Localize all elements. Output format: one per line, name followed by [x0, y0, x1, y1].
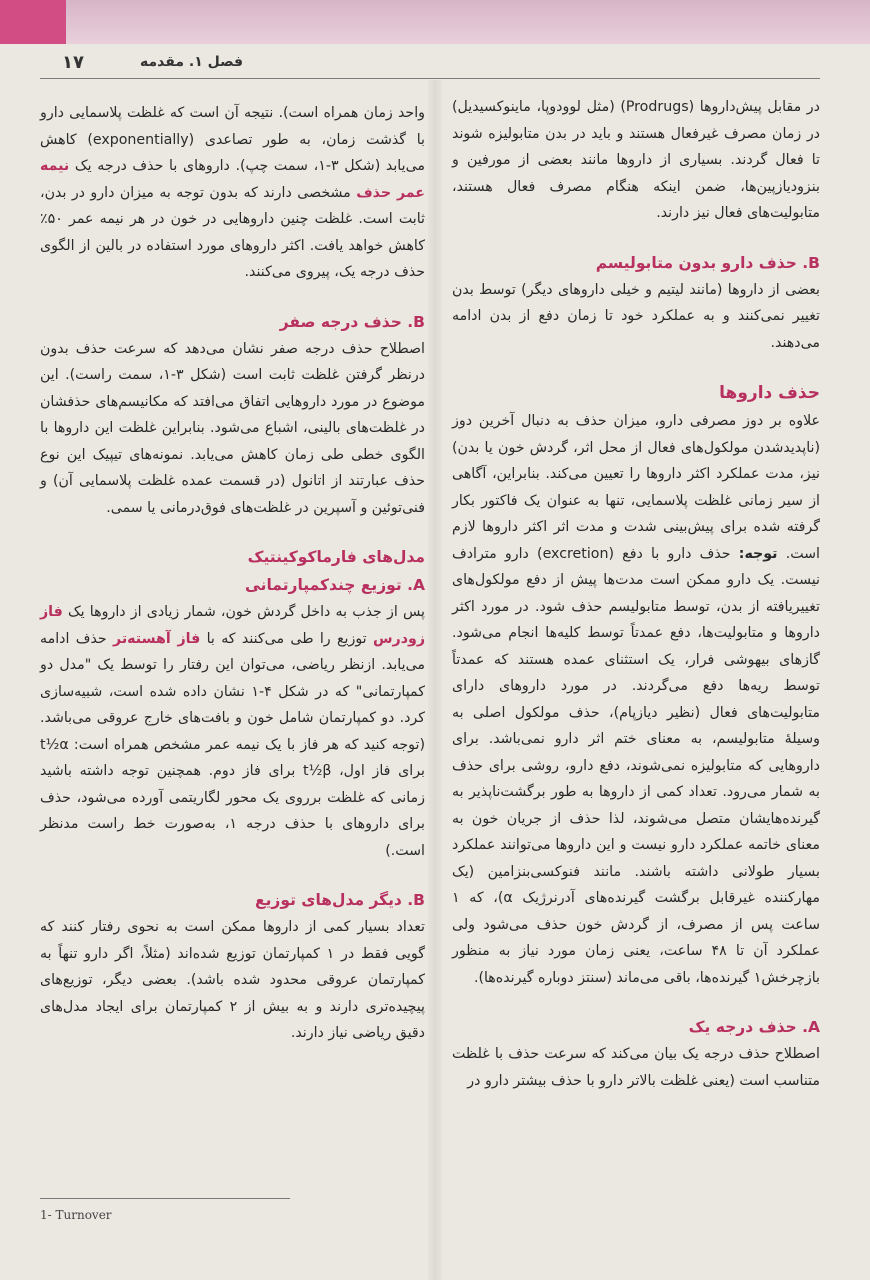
- chapter-tab: [0, 0, 66, 44]
- paragraph-zero-order: اصطلاح حذف درجه صفر نشان می‌دهد که سرعت حذف بدون درنظر گرفتن غلظت ثابت است (شکل ۳-۱، سمت راست). این موضوع در مورد داروهایی اتفاق می‌افتد که مکانیسم‌های حذفشان در غلظت‌های بالینی، اشباع می‌شود. بنابراین غلظت این داروها با الگوی خطی طی زمان کاهش می‌یابد. نمونه‌های تیپیک این نوع حذف عبارتند از اتانول (در قسمت عمده غلظت پلاسمایی آن) و فنی‌توئین و آسپرین در غلظت‌های فوق‌درمانی یا سمی.: [40, 340, 425, 516]
- half-life-term: نیمه عمر حذف: [40, 158, 425, 201]
- paragraph-multicompartment: [40, 599, 425, 864]
- slower-phase-term: فاز آهسته‌تر: [113, 630, 201, 647]
- multi-text-c: حذف ادامه می‌یابد. ازنظر ریاضی، می‌توان این رفتار را توسط یک "مدل دو کمپارتمانی" که در شکل ۴-۱ نشان داده شده است، شبیه‌سازی کرد. دو کمپارتمان شامل خون و بافت‌های خارج عروقی می‌باشد. (توجه کنید که هر فاز با یک نیمه عمر مشخص همراه است: t½α برای فاز اول، t½β برای فاز دوم. همچنین توجه داشته باشید زمانی که غلظت برروی یک محور لگاریتمی آورده می‌شود، حذف برای داروهای با حذف درجه ۱، به‌صورت خط راست مدنظر است.): [40, 630, 425, 859]
- elimination-text-1: علاوه بر دوز مصرفی دارو، میزان حذف به دنبال آخرین دوز (ناپدیدشدن مولکول‌های فعال از محل اثر، گردش خون یا بدن) نیز، مدت عملکرد اکثر داروها را تعیین می‌کند. بنابراین، آگاهی از سیر زمانی غلظت پلاسمایی، تنها به عنوان یک فاکتور بکار گرفته شده برای پیش‌بینی شدت و مدت اثر اکثر داروها لازم است.: [452, 413, 820, 562]
- elimination-text-2: حذف دارو با دفع (excretion) دارو مترادف نیست. یک دارو ممکن است مدت‌ها پیش از دفع مولکول‌های تغییریافته از بدن، توسط متابولیسم حذف شود. در مورد اکثر داروها و متابولیت‌ها، دفع عمدتاً توسط کلیه‌ها انجام می‌شود. گازهای بیهوشی فرار، یک استثنای عمده هستند که عمدتاً توسط ریه‌ها دفع می‌گردند. در مورد داروهای دارای متابولیت‌های فعال (نظیر دیازپام)، حذف مولکول اصلی به وسیلهٔ متابولیسم، به معنای ختم اثر دارو نمی‌باشد. برای داروهایی که متابولیزه نمی‌شوند، دفع دارو، روشی برای حذف به شمار می‌رود. تعداد کمی از داروها به طور برگشت‌ناپذیر به گیرنده‌هایشان متصل می‌شوند، لذا حذف از جریان خون به معنای خاتمه عملکرد دارو نیست و این داروها می‌توانند عملکرد بسیار طولانی داشته باشند. مانند فنوکسی‌بنزامین (یک مهارکننده غیرقابل برگشت گیرنده‌های آدرنرژیک α)، که ۱ ساعت پس از مصرف، از گردش خون حذف می‌شود ولی عملکرد آن تا ۴۸ ساعت، یعنی زمان مورد نیاز به منظور بازچرخش۱ گیرنده‌ها، باقی می‌ماند (سنتز دوباره گیرنده‌ها).: [452, 545, 820, 986]
- top-color-band: [0, 0, 870, 44]
- footnote-rule: [40, 1198, 290, 1199]
- left-column: [40, 100, 425, 1047]
- footnote: 1- Turnover: [40, 1208, 112, 1222]
- heading-pk-models: مدل‌های فارماکوکینتیک: [247, 548, 425, 566]
- first-order-text-b: مشخصی دارند که بدون توجه به میزان دارو در بدن، ثابت است. غلظت چنین داروهایی در خون در هر نیمه عمر ۵۰٪ کاهش خواهد یافت. اکثر داروهای مورد استفاده در بالین از الگوی حذف درجه یک، پیروی می‌کنند.: [40, 184, 425, 280]
- paragraph-no-metabolism: بعضی از داروها (مانند لیتیم و خیلی داروهای دیگر) توسط بدن تغییر نمی‌کنند و به عملکرد خود تا زمان دفع از بدن ادامه می‌دهند.: [452, 281, 820, 351]
- heading-no-metabolism: B. حذف دارو بدون متابولیسم: [595, 253, 820, 272]
- running-head: فصل ۱. مقدمه: [140, 54, 244, 70]
- page-number: ۱۷: [62, 52, 84, 73]
- early-phase-term: فاز زودرس: [40, 604, 425, 647]
- note-label: توجه:: [738, 545, 778, 562]
- paragraph-prodrugs: در مقابل پیش‌داروها (Prodrugs) (مثل لوودوپا، ماینوکسیدیل) در زمان مصرف غیرفعال هستند و باید در بدن متابولیزه شوند تا فعال گردند. بسیاری از داروها مانند بعضی از مورفین و بنزودیازپین‌ها، ضمن اینکه هنگام مصرف فعال هستند، متابولیت‌های فعال نیز دارند.: [452, 99, 820, 221]
- right-column: [452, 94, 820, 1094]
- heading-other-models: B. دیگر مدل‌های توزیع: [255, 891, 425, 909]
- heading-zero-order: B. حذف درجه صفر: [279, 312, 425, 331]
- paragraph-first-order-continued: [40, 100, 425, 286]
- paragraph-first-order: اصطلاح حذف درجه یک بیان می‌کند که سرعت حذف با غلظت متناسب است (یعنی غلظت بالاتر دارو با حذف بیشتر دارو در: [452, 1046, 820, 1089]
- first-order-text-a: واحد زمان همراه است). نتیجه آن است که غلظت پلاسمایی دارو با گذشت زمان، به طور تصاعدی (exponentially) کاهش می‌یابد (شکل ۳-۱، سمت چپ). داروهای با حذف درجه یک: [40, 105, 425, 174]
- multi-text-b: توزیع را طی می‌کنند که با: [206, 630, 367, 647]
- paragraph-other-models: تعداد بسیار کمی از داروها ممکن است به نحوی رفتار کنند که گویی فقط در ۱ کمپارتمان توزیع شده‌اند (مثلاً، اگر دارو تنهاً به کمپارتمان عروقی محدود شده باشد). بعضی دیگر، توزیع‌های پیچیده‌تری دارند و به بیش از ۲ کمپارتمان برای ایجاد مدل‌های دقیق ریاضی نیاز دارند.: [40, 919, 426, 1041]
- header-rule: [40, 78, 820, 79]
- page-gutter: [428, 80, 442, 1280]
- heading-elimination: حذف داروها: [719, 383, 820, 403]
- paragraph-elimination-1: [452, 408, 820, 991]
- heading-first-order: A. حذف درجه یک: [688, 1018, 820, 1036]
- multi-text-a: پس از جذب به داخل گردش خون، شمار زیادی از داروها یک: [67, 604, 425, 620]
- heading-multicompartment: A. توزیع چندکمپارتمانی: [244, 576, 425, 594]
